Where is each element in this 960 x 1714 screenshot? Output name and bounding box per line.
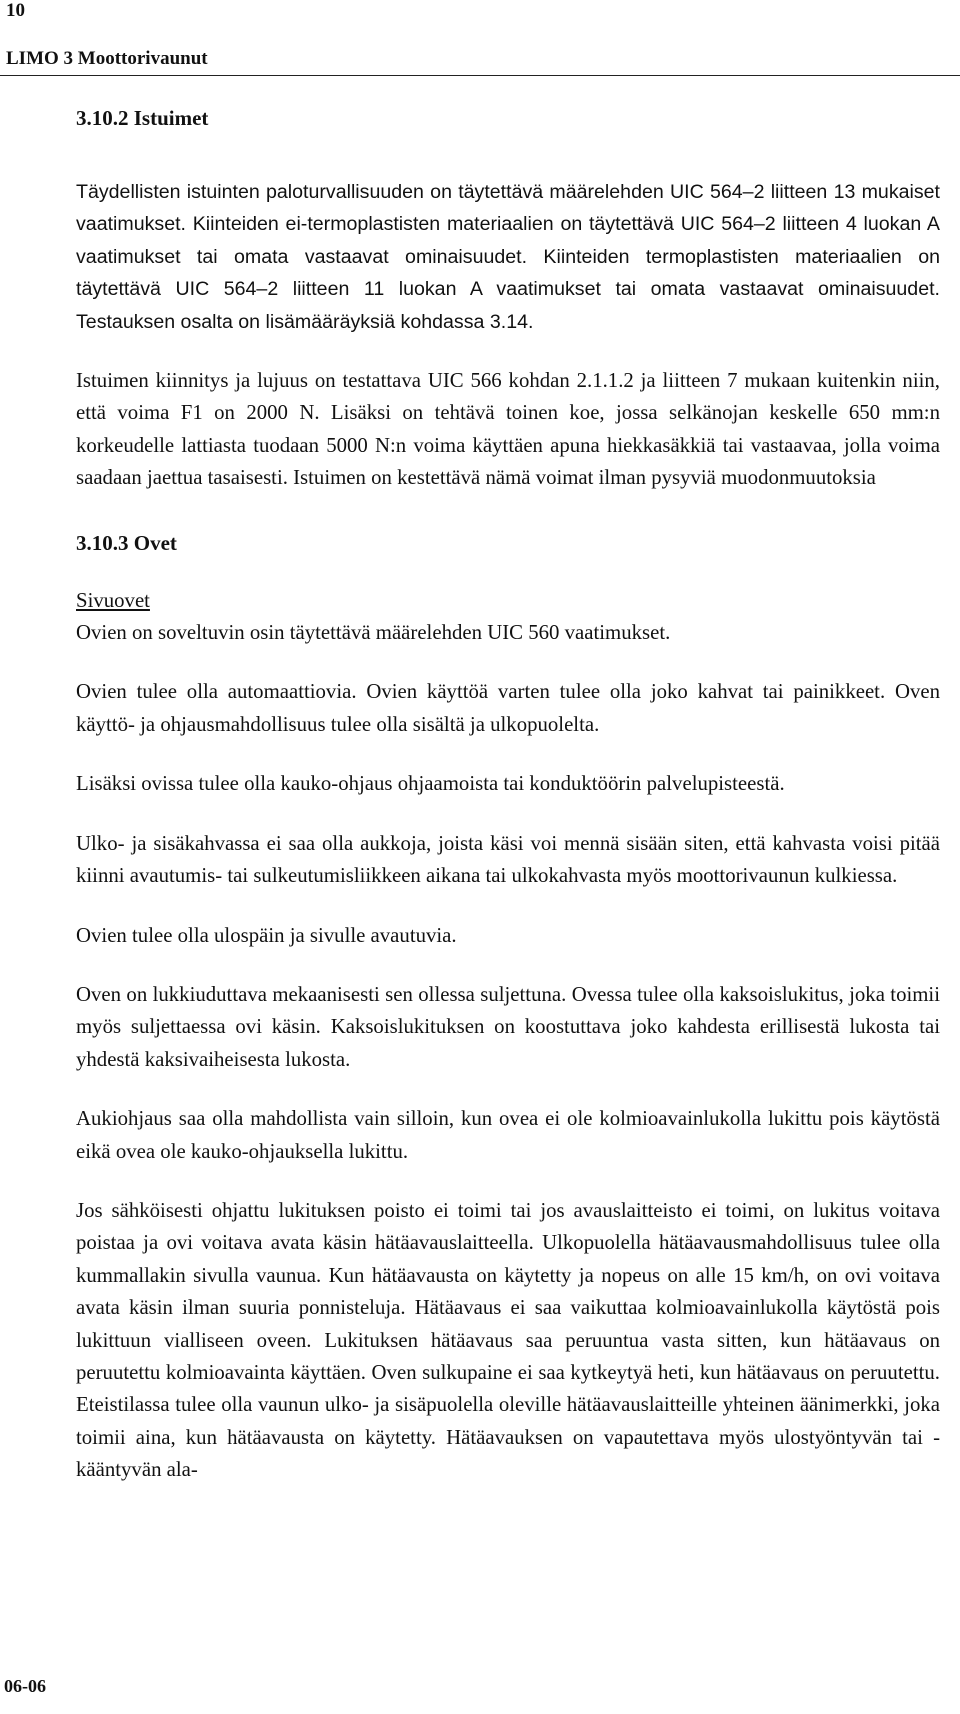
section-heading-ovet: 3.10.3 Ovet	[76, 530, 177, 555]
header-divider	[0, 75, 960, 76]
section-heading-istuimet: 3.10.2 Istuimet	[76, 106, 209, 130]
paragraph: Aukiohjaus saa olla mahdollista vain silloin, kun ovea ei ole kolmioavainlukolla lukittu pois käytöstä eikä ovea ole kauko-ohjauksella lukittu.	[76, 1107, 940, 1163]
running-title: LIMO 3 Moottorivaunut	[6, 48, 208, 69]
paragraph: Jos sähköisesti ohjattu lukituksen poisto ei toimi tai jos avauslaitteisto ei toimi, on lukitus voitava poistaa ja ovi voitava avata käsin hätäavauslaitteella. Ulkopuolella hätäavausmahdollisuus tulee olla kummallakin sivulla vaunua. Kun hätäavausta on käytetty ja nopeus on alle 15 km/h, on ovi voitava avata käsin ilman suuria ponnisteluja. Hätäavaus ei saa vaikuttaa kolmioavainlukolla käytöstä pois lukittuun vialliseen oveen. Lukituksen hätäavaus saa peruuntua vasta sitten, kun hätäavaus on peruutettu kolmioavainta käyttäen. Oven sulkupaine ei saa kytkeytyä heti, kun hätäavaus on peruutettu. Eteistilassa tulee olla vaunun ulko- ja sisäpuolella oleville hätäavauslaitteille yhteinen äänimerkki, joka toimii aina, kun hätäavausta on käytetty. Hätäavauksen on vapautettava myös ulostyöntyvän tai -kääntyvän ala-	[76, 1198, 940, 1482]
footer-code: 06-06	[4, 1676, 46, 1696]
subheading-sivuovet: Sivuovet	[76, 588, 150, 612]
paragraph: Oven on lukkiuduttava mekaanisesti sen ollessa suljettuna. Ovessa tulee olla kaksoislukitus, joka toimii myös suljettaessa ovi käsin. Kaksoislukituksen on koostuttava joko kahdesta erillisestä lukosta tai yhdestä kaksivaiheisesta lukosta.	[76, 982, 940, 1071]
paragraph: Ovien tulee olla automaattiovia. Ovien käyttöä varten tulee olla joko kahvat tai painikkeet. Oven käyttö- ja ohjausmahdollisuus tulee olla sisältä ja ulkopuolelta.	[76, 680, 940, 736]
paragraph: Ovien tulee olla ulospäin ja sivulle avautuvia.	[76, 923, 457, 947]
paragraph-seat-fire-safety: Täydellisten istuinten paloturvallisuuden on täytettävä määrelehden UIC 564–2 liitteen 13 mukaiset vaatimukset. Kiinteiden ei-termoplastisten materiaalien on täytettävä UIC 564–2 liitteen 4 luokan A vaatimukset tai omata vastaavat ominaisuudet. Kiinteiden termoplastisten materiaalien on täytettävä UIC 564–2 liitteen 11 luokan A vaatimukset tai omata vastaavat ominaisuudet. Testauksen osalta on lisämääräyksiä kohdassa 3.14.	[76, 181, 940, 333]
page-number: 10	[6, 0, 25, 21]
document-body	[76, 102, 940, 1514]
paragraph: Ulko- ja sisäkahvassa ei saa olla aukkoja, joista käsi voi mennä sisään siten, että kahvasta voisi pitää kiinni avautumis- tai sulkeutumisliikkeen aikana tai ulkokahvasta myös moottorivaunun kulkiessa.	[76, 831, 940, 888]
paragraph: Ovien on soveltuvin osin täytettävä määrelehden UIC 560 vaatimukset.	[76, 621, 671, 645]
paragraph: Lisäksi ovissa tulee olla kauko-ohjaus ohjaamoista tai konduktöörin palvelupisteestä.	[76, 772, 785, 796]
paragraph-seat-mounting: Istuimen kiinnitys ja lujuus on testattava UIC 566 kohdan 2.1.1.2 ja liitteen 7 mukaan kuitenkin niin, että voima F1 on 2000 N. Lisäksi on tehtävä toinen koe, jossa selkänojan keskelle 650 mm:n korkeudelle lattiasta tuodaan 5000 N:n voima käyttäen apuna hiekkasäkkiä tai vastaavaa, jolla voima saadaan jaettua tasaisesti. Istuimen on kestettävä nämä voimat ilman pysyviä muodonmuutoksia	[76, 369, 940, 490]
